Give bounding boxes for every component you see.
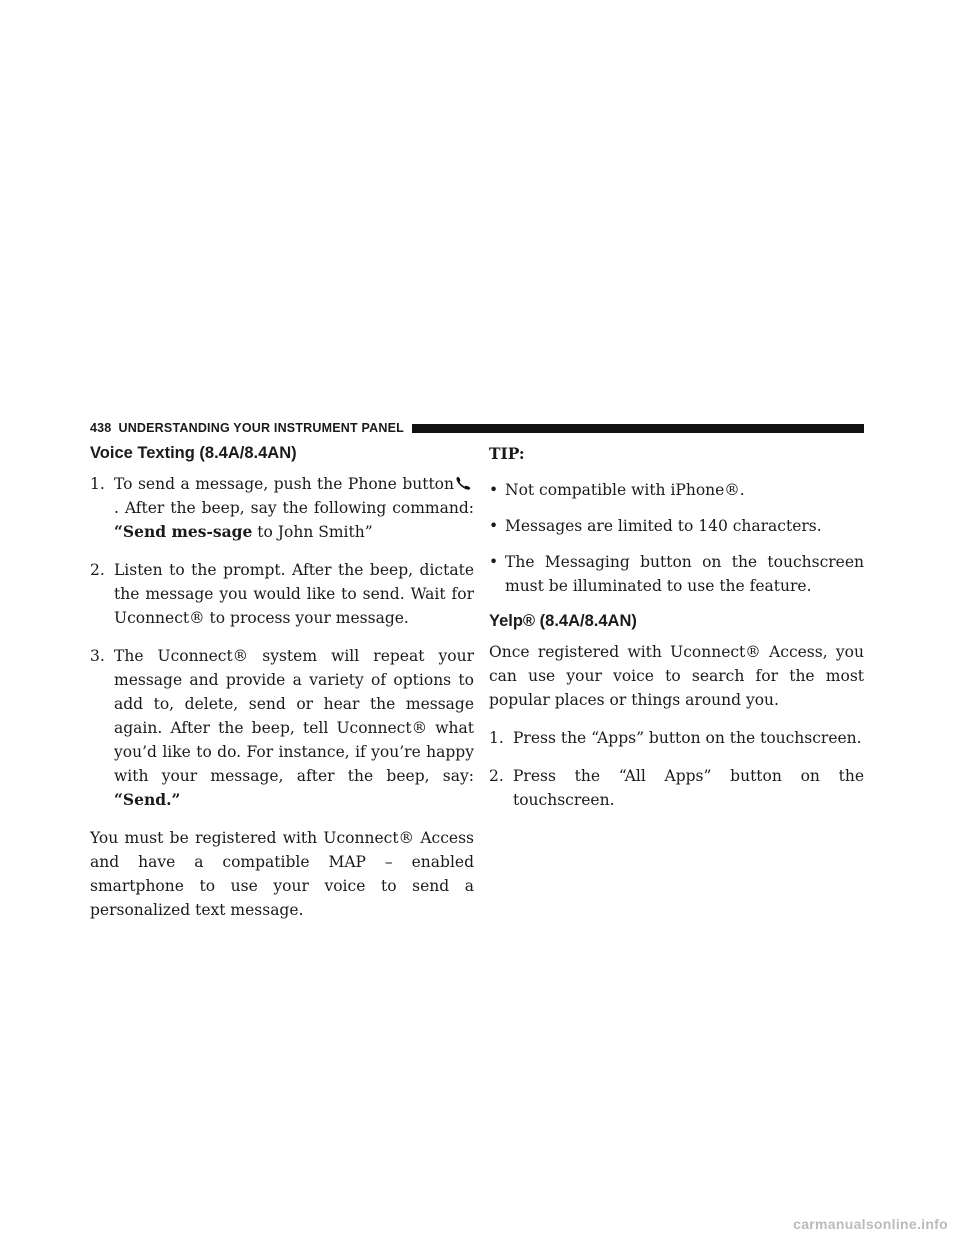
watermark: carmanualsonline.info	[793, 1216, 948, 1232]
tip-bullet-text: The Messaging button on the touchscreen must be illuminated to use the feature.	[505, 553, 864, 595]
step-2-text: Listen to the prompt. After the beep, dictate the message you would like to send. Wait for Uconnect® to process your message.	[114, 561, 474, 627]
bullet-dot: •	[489, 553, 499, 571]
voice-texting-heading: Voice Texting (8.4A/8.4AN)	[90, 444, 297, 462]
left-column	[90, 442, 474, 936]
yelp-intro: Once registered with Uconnect® Access, you can use your voice to search for the most popular places or things around you.	[489, 643, 864, 709]
step-2	[90, 558, 474, 630]
tip-bullet-text: Not compatible with iPhone®.	[505, 481, 745, 499]
step-3-part-a: The Uconnect® system will repeat your message and provide a variety of options to add to, delete, send or hear the message again. After the beep, tell Uconnect® what you’d like to do. For instance, if you’re happy with your message, after the beep, say:	[114, 647, 474, 785]
tip-label: TIP:	[489, 444, 525, 463]
registration-paragraph: You must be registered with Uconnect® Access and have a compatible MAP – enabled smartphone to use your voice to send a personalized text message.	[90, 829, 474, 919]
yelp-step-2-text: Press the “All Apps” button on the touchscreen.	[513, 767, 864, 809]
tip-bullet	[489, 514, 864, 538]
yelp-step-2-number: 2.	[489, 767, 504, 785]
tip-bullet	[489, 550, 864, 598]
tip-bullet-text: Messages are limited to 140 characters.	[505, 517, 822, 535]
yelp-step-2	[489, 764, 864, 812]
step-2-number: 2.	[90, 561, 105, 579]
page-header	[90, 419, 864, 437]
step-1	[90, 472, 474, 544]
step-1-part-b: . After the beep, say the following command:	[114, 499, 474, 517]
phone-icon	[455, 476, 473, 490]
header-text	[90, 421, 404, 435]
step-3-text	[114, 644, 474, 812]
header-title: UNDERSTANDING YOUR INSTRUMENT PANEL	[118, 421, 404, 435]
step-1-text	[114, 472, 474, 544]
header-rule	[412, 424, 864, 433]
step-1-part-a: To send a message, push the Phone button	[114, 475, 454, 493]
tip-bullet	[489, 478, 864, 502]
step-1-part-d: to John Smith”	[252, 523, 373, 541]
yelp-heading: Yelp® (8.4A/8.4AN)	[489, 612, 637, 630]
step-3	[90, 644, 474, 812]
bullet-dot: •	[489, 481, 499, 499]
yelp-step-1	[489, 726, 864, 750]
step-3-number: 3.	[90, 647, 105, 665]
right-column	[489, 442, 864, 826]
yelp-step-1-number: 1.	[489, 729, 504, 747]
yelp-step-1-text: Press the “Apps” button on the touchscreen.	[513, 729, 862, 747]
step-1-command: “Send mes-sage	[114, 522, 253, 541]
bullet-dot: •	[489, 517, 499, 535]
page-number: 438	[90, 421, 112, 435]
step-3-command: “Send.”	[114, 790, 181, 809]
step-1-number: 1.	[90, 475, 105, 493]
